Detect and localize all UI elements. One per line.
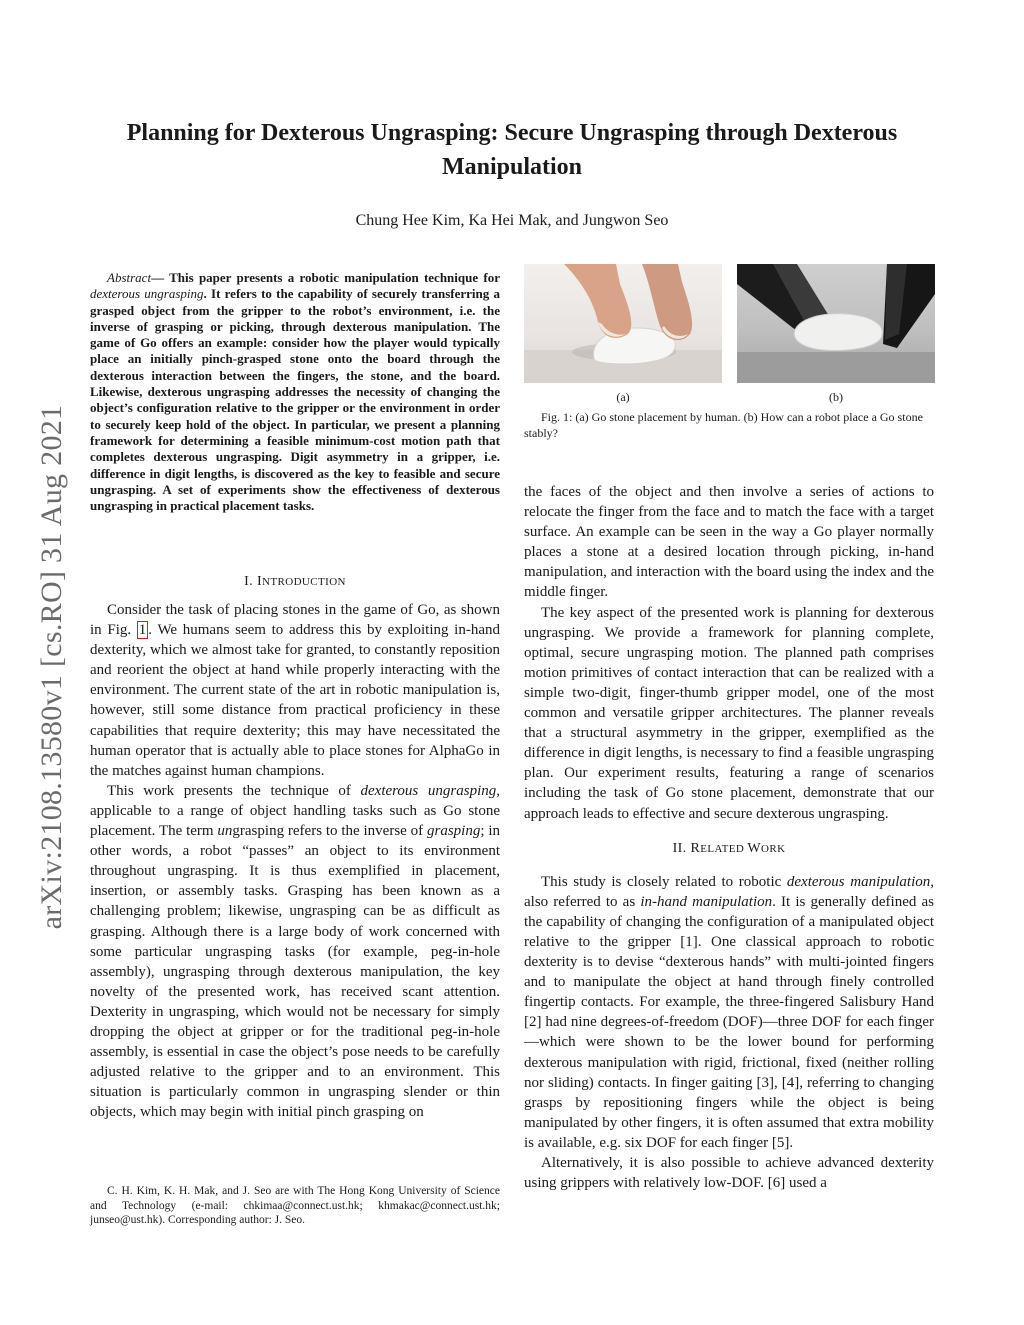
- figure-image-human-placement: [524, 264, 722, 383]
- right-paragraph-2: The key aspect of the presented work is planning for dexterous ungrasping. We provide a framework for planning complete, optimal, secure ungrasping motion. The planned path comprises motion primitives of contact interaction that can be realized with a simple two-digit, finger-thumb gripper model, one of the most common and versatile gripper architectures. The planner reveals that a structural asymmetry in the gripper, exemplified as the difference in digit lengths, is necessary to find a feasible ungrasping plan. Our experiment results, featuring a range of scenarios including the task of Go stone placement, demonstrate that our approach leads to effective and secure dexterous ungrasping.: [524, 604, 934, 822]
- paper-authors: Chung Hee Kim, Ka Hei Mak, and Jungwon Seo: [355, 212, 669, 229]
- arxiv-identifier: arXiv:2108.13580v1 [cs.RO] 31 Aug 2021: [35, 404, 68, 930]
- section-heading-introduction: I. INTRODUCTION: [244, 574, 346, 589]
- figure-caption: Fig. 1: (a) Go stone placement by human. (b) How can a robot place a Go stone stably?: [524, 410, 923, 440]
- fingers-stone-illustration: [524, 264, 722, 383]
- left-column-body: [90, 600, 500, 1122]
- section-heading-related-work: II. RELATED WORK: [672, 840, 786, 856]
- author-footnote: C. H. Kim, K. H. Mak, and J. Seo are with The Hong Kong University of Science and Technology (e-mail: chkimaa@connect.ust.hk; khmakac@connect.ust.hk; junseo@ust.hk). Corresponding author: J. Seo.: [90, 1185, 500, 1227]
- figure-sublabel-b: (b): [829, 390, 843, 404]
- right-paragraph-1: the faces of the object and then involve a series of actions to relocate the finger from the face and to match the face with a target surface. An example can be seen in the way a Go player normally places a stone at a desired location through picking, in-hand manipulation, and interaction with the board using the index and the middle finger.: [524, 484, 934, 601]
- gripper-stone-illustration: [737, 264, 935, 383]
- related-paragraph-2: Alternatively, it is also possible to achieve advanced dexterity using grippers with relatively low-DOF. [6] used a: [524, 1155, 934, 1192]
- figure-reference-link[interactable]: 1: [138, 622, 147, 639]
- related-paragraph-1: This study is closely related to robotic dexterous manipulation, also referred to as in-hand manipulation. It is generally defined as the capability of changing the configuration of a manipulated object relative to the gripper [1]. One classical approach to robotic dexterity is to devise “dexterous hands” with multi-jointed fingers and to manipulate the object at hand through finely controlled fingertip contacts. For example, the three-fingered Salisbury Hand [2] had nine degrees-of-freedom (DOF)—three DOF for each finger—which were shown to be the lower bound for performing dexterous manipulation with rigid, frictional, fixed (neither rolling nor sliding) contacts. In finger gaiting [3], [4], referring to changing grasps by repositioning fingers while the object is being manipulated by other fingers, it is often assumed that extra mobility is available, e.g. six DOF for each finger [5].: [524, 873, 935, 1151]
- abstract-label: Abstract: [107, 270, 152, 285]
- abstract: Abstract— This paper presents a robotic manipulation technique for dexterous ungrasping. It refers to the capability of securely transferring a grasped object from the gripper to the robot’s environment, i.e. the inverse of grasping or picking, through dexterous manipulation. The game of Go offers an example: consider how the player would typically place an initially pinch-grasped stone onto the board through the dexterous interaction between the fingers, the stone, and the board. Likewise, dexterous ungrasping addresses the necessity of changing the object’s configuration relative to the gripper or the environment in order to securely keep hold of the object. In particular, we present a planning framework for determining a feasible minimum-cost motion path that completes dexterous ungrasping. Digit asymmetry in a gripper, i.e. difference in digit lengths, is discovered as the key to feasible and secure ungrasping. A set of experiments show the effectiveness of dexterous ungrasping in practical placement tasks.: [90, 270, 501, 514]
- figure-sublabel-a: (a): [616, 390, 630, 404]
- paper-title: Planning for Dexterous Ungrasping: Secure Ungrasping through Dexterous Manipulation: [126, 120, 898, 180]
- right-column-body: [524, 482, 934, 1193]
- intro-paragraph-2: This work presents the technique of dexterous ungrasping, applicable to a range of object handling tasks such as Go stone placement. The term ungrasping refers to the inverse of grasping; in other words, a robot “passes” an object to its environment throughout ungrasping. It is thus exemplified in placement, insertion, or assembly tasks. Grasping has been known as a challenging problem; likewise, ungrasping can be as difficult as grasping. Although there is a large body of work concerned with some particular ungrasping tasks (for example, peg-in-hole assembly), ungrasping through dexterous manipulation, the key novelty of the presented work, has received scant attention. Dexterity in ungrasping, which would not be necessary for simply dropping the object at gripper or for the traditional peg-in-hole assembly, is essential in case the object’s pose needs to be carefully adjusted relative to the gripper and to an environment. This situation is particularly common in ungrasping slender or thin objects, which may begin with initial pinch grasping on: [90, 782, 500, 1121]
- figure-image-robot-placement: [737, 264, 935, 383]
- intro-paragraph-1: Consider the task of placing stones in the game of Go, as shown in Fig. 1 . We humans seem to address this by exploiting in-hand dexterity, which we almost take for granted, to constantly reposition and reorient the object at hand while properly interacting with the environment. The current state of the art in robotic manipulation is, however, still some distance from practical proficiency in these capabilities that require dexterity; this may have necessitated the human operator that is actually able to place stones for AlphaGo in the matches against human champions.: [90, 602, 500, 779]
- abstract-emphasis: dexterous ungrasping: [90, 286, 204, 302]
